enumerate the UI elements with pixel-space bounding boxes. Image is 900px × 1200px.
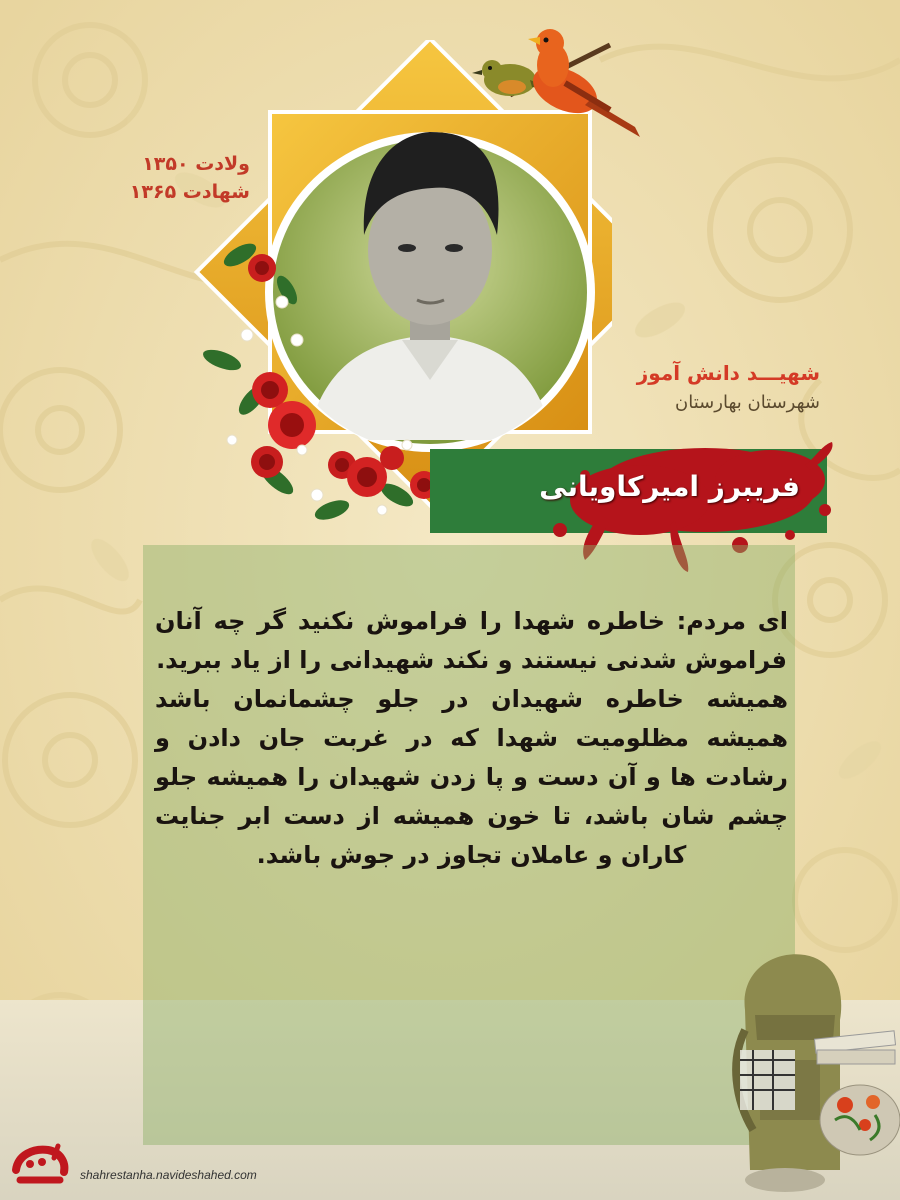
navideshahed-logo bbox=[8, 1140, 72, 1194]
portrait-photo bbox=[265, 132, 595, 452]
red-bird bbox=[526, 29, 640, 137]
message-paragraph-2: همیشه خاطره شهیدان در جلو چشمانمان باشد همیشه مظلومیت شهدا که در غربت جان دادن و رشادت ها و آن دست و پا زدن شهیدان را همیشه جلو چشم شان باشد، تا خون همیشه از دست ابر جنایت کاران و عاملان تجاوز در جوش باشد. bbox=[155, 685, 788, 869]
title-block bbox=[560, 358, 820, 418]
message-text bbox=[155, 602, 788, 875]
birth-date: ولادت ۱۳۵۰ bbox=[142, 153, 250, 175]
martyr-name: فریبرز امیرکاویانی bbox=[539, 470, 800, 503]
flower-pot-icon bbox=[820, 1085, 900, 1155]
city-subtitle: شهرستان بهارستان bbox=[675, 392, 820, 413]
backpack-still-life bbox=[725, 930, 900, 1200]
martyrdom-date: شهادت ۱۳۶۵ bbox=[129, 181, 250, 203]
martyr-title: شهیـــد دانش آموز bbox=[636, 361, 820, 385]
site-url: shahrestanha.navideshahed.com bbox=[80, 1168, 257, 1182]
birds-illustration bbox=[470, 15, 650, 140]
message-paragraph-1: ای مردم: خاطره شهدا را فراموش نکنید گر چه آنان فراموش شدنی نیستند و نکند شهیدانی را از یاد ببرید. bbox=[155, 607, 788, 674]
